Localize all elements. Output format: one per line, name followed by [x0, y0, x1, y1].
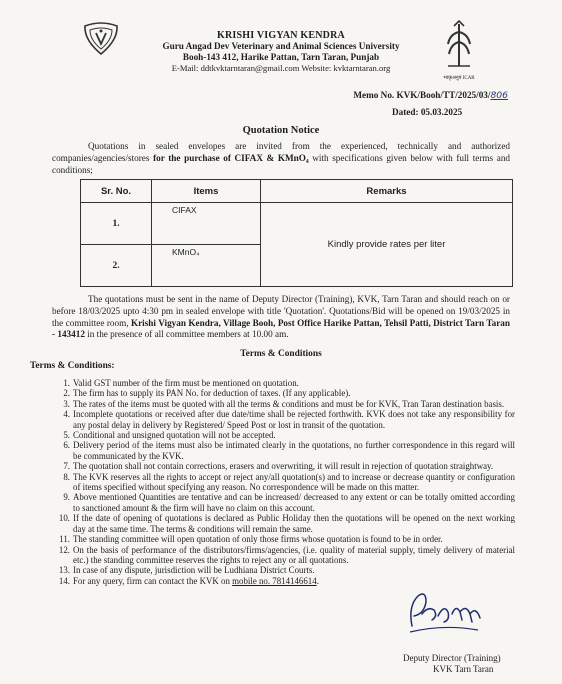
list-item: 13. In case of any dispute, jurisdiction will be Ludhiana District Courts. [58, 565, 315, 576]
row-item: KMnO₄ [172, 247, 200, 257]
list-item: 14. For any query, firm can contact the KVK on mobile no. 7814146614. [58, 575, 319, 586]
list-item: 5. Conditional and unsigned quotation will not be accepted. [63, 430, 276, 441]
list-item: 12. On the basis of performance of the distributors/firms/agencies, (i.e. quality of material supply, timely delivery of material etc.) the standing committee reserves the rights to reject any or all quotations. [58, 544, 515, 565]
letterhead [120, 30, 442, 74]
items-table [80, 179, 513, 287]
intro-paragraph [52, 141, 510, 176]
list-item: 6. Delivery period of the items must also be intimated clearly in the quotations, no further correspondence in this regard will be communicated by the KVK. [63, 440, 515, 461]
submission-bold: Krishi Vigyan Kendra, Village Booh, Post Office Harike Pattan, Tehsil Patti, District Tarn Taran - 143412 [52, 317, 510, 340]
page-title: Quotation Notice [242, 125, 320, 136]
submission-text-2: in the presence of all committee members at 10.00 am. [84, 329, 289, 340]
row-item-cell [152, 245, 261, 287]
list-item: 3. The rates of the items must be quoted with all the terms & conditions and must be for KVK, Tran Taran destination basis. [63, 398, 505, 409]
handwritten-signature [404, 586, 484, 644]
list-item: 7. The quotation shall not contain corrections, erasers and overwriting, it will result in rejection of quotation straightway. [63, 461, 494, 472]
list-item: 1. Valid GST number of the firm must be mentioned on quotation. [63, 378, 299, 388]
remarks-cell: Kindly provide rates per liter [261, 203, 513, 287]
memo-number [353, 90, 508, 101]
intro-end: with specifications given below with full terms and conditions; [52, 152, 511, 175]
mobile-number: mobile no. 7814146614 [232, 575, 317, 586]
list-item: 9. Above mentioned Quantities are tentative and can be increased/ decreased to any extent or can be totally omitted according to sanctioned amount & the firm will have no claim on this account. [63, 492, 515, 513]
contact-line: E-Mail: ddtkvktarntaran@gmail.com Website: kvktarntaran.org [171, 63, 391, 73]
org-name: KRISHI VIGYAN KENDRA [217, 30, 345, 41]
intro-text: Quotations in sealed envelopes are invited from the experienced, technically and authorized companies/agencies/stores [52, 141, 510, 163]
memo-label: Memo No. KVK/Booh/TT/2025/03/ [353, 90, 491, 100]
table-header-row [81, 180, 513, 203]
signatory-office: KVK Tarn Taran [433, 664, 494, 674]
list-item: 10. If the date of opening of quotations is declared as Public Holiday then the quotations will be opened on the next working day at the same time. The terms & conditions will remain the same. [58, 513, 515, 534]
header-sr-no: Sr. No. [81, 180, 152, 203]
intro-bold: for the purchase of CIFAX & KMnO₄ [153, 152, 309, 163]
row-sr: 1. [81, 203, 152, 245]
row-item: CIFAX [172, 205, 197, 215]
signatory-title: Deputy Director (Training) [403, 653, 501, 663]
terms-heading: Terms & Conditions: [30, 361, 115, 371]
icar-caption: भाकृअनुप ICAR [443, 76, 475, 81]
header-remarks: Remarks [261, 180, 513, 203]
row-item-cell [152, 203, 261, 245]
header-items: Items [152, 180, 261, 203]
list-item: 4. Incomplete quotations or received after due date/time shall be rejected forthwith. KVK does not take any responsibility for any postal delay in delivery by Registered/ Speed Post or lost in transit of the quotation. [63, 409, 515, 430]
address: Booh-143 412, Harike Pattan, Tarn Taran, Punjab [182, 52, 380, 62]
university-logo-icon [82, 22, 120, 56]
submission-text-1: The quotations must be sent in the name of Deputy Director (Training), KVK, Tarn Taran and should reach on or before 18/03/2025 upto 4:30 pm in sealed envelope with title 'Quotation'. Quotations/Bid will be opened on 19/03/2025 in the committee room, [52, 294, 510, 328]
list-item: 2. The firm has to supply its PAN No. for deduction of taxes. (If any applicable). [63, 388, 351, 399]
row-sr: 2. [81, 245, 152, 287]
submission-paragraph [52, 294, 510, 341]
university-name: Guru Angad Dev Veterinary and Animal Sciences University [162, 41, 400, 51]
memo-date: Dated: 05.03.2025 [392, 107, 463, 117]
icar-logo-icon [442, 20, 476, 74]
terms-list [30, 378, 515, 586]
handwritten-number: 806 [490, 90, 508, 101]
terms-center-heading: Terms & Conditions [240, 349, 322, 359]
list-item: 11. The standing committee will open quotation of only those firms whose quotation is found to be in order. [59, 534, 443, 545]
table-row [81, 203, 513, 245]
list-item: 8. The KVK reserves all the rights to accept or reject any/all quotation(s) and to increase or decrease quantity or configuration of items specified without specifying any reason. No correspondence will be made on this matter. [63, 471, 515, 493]
